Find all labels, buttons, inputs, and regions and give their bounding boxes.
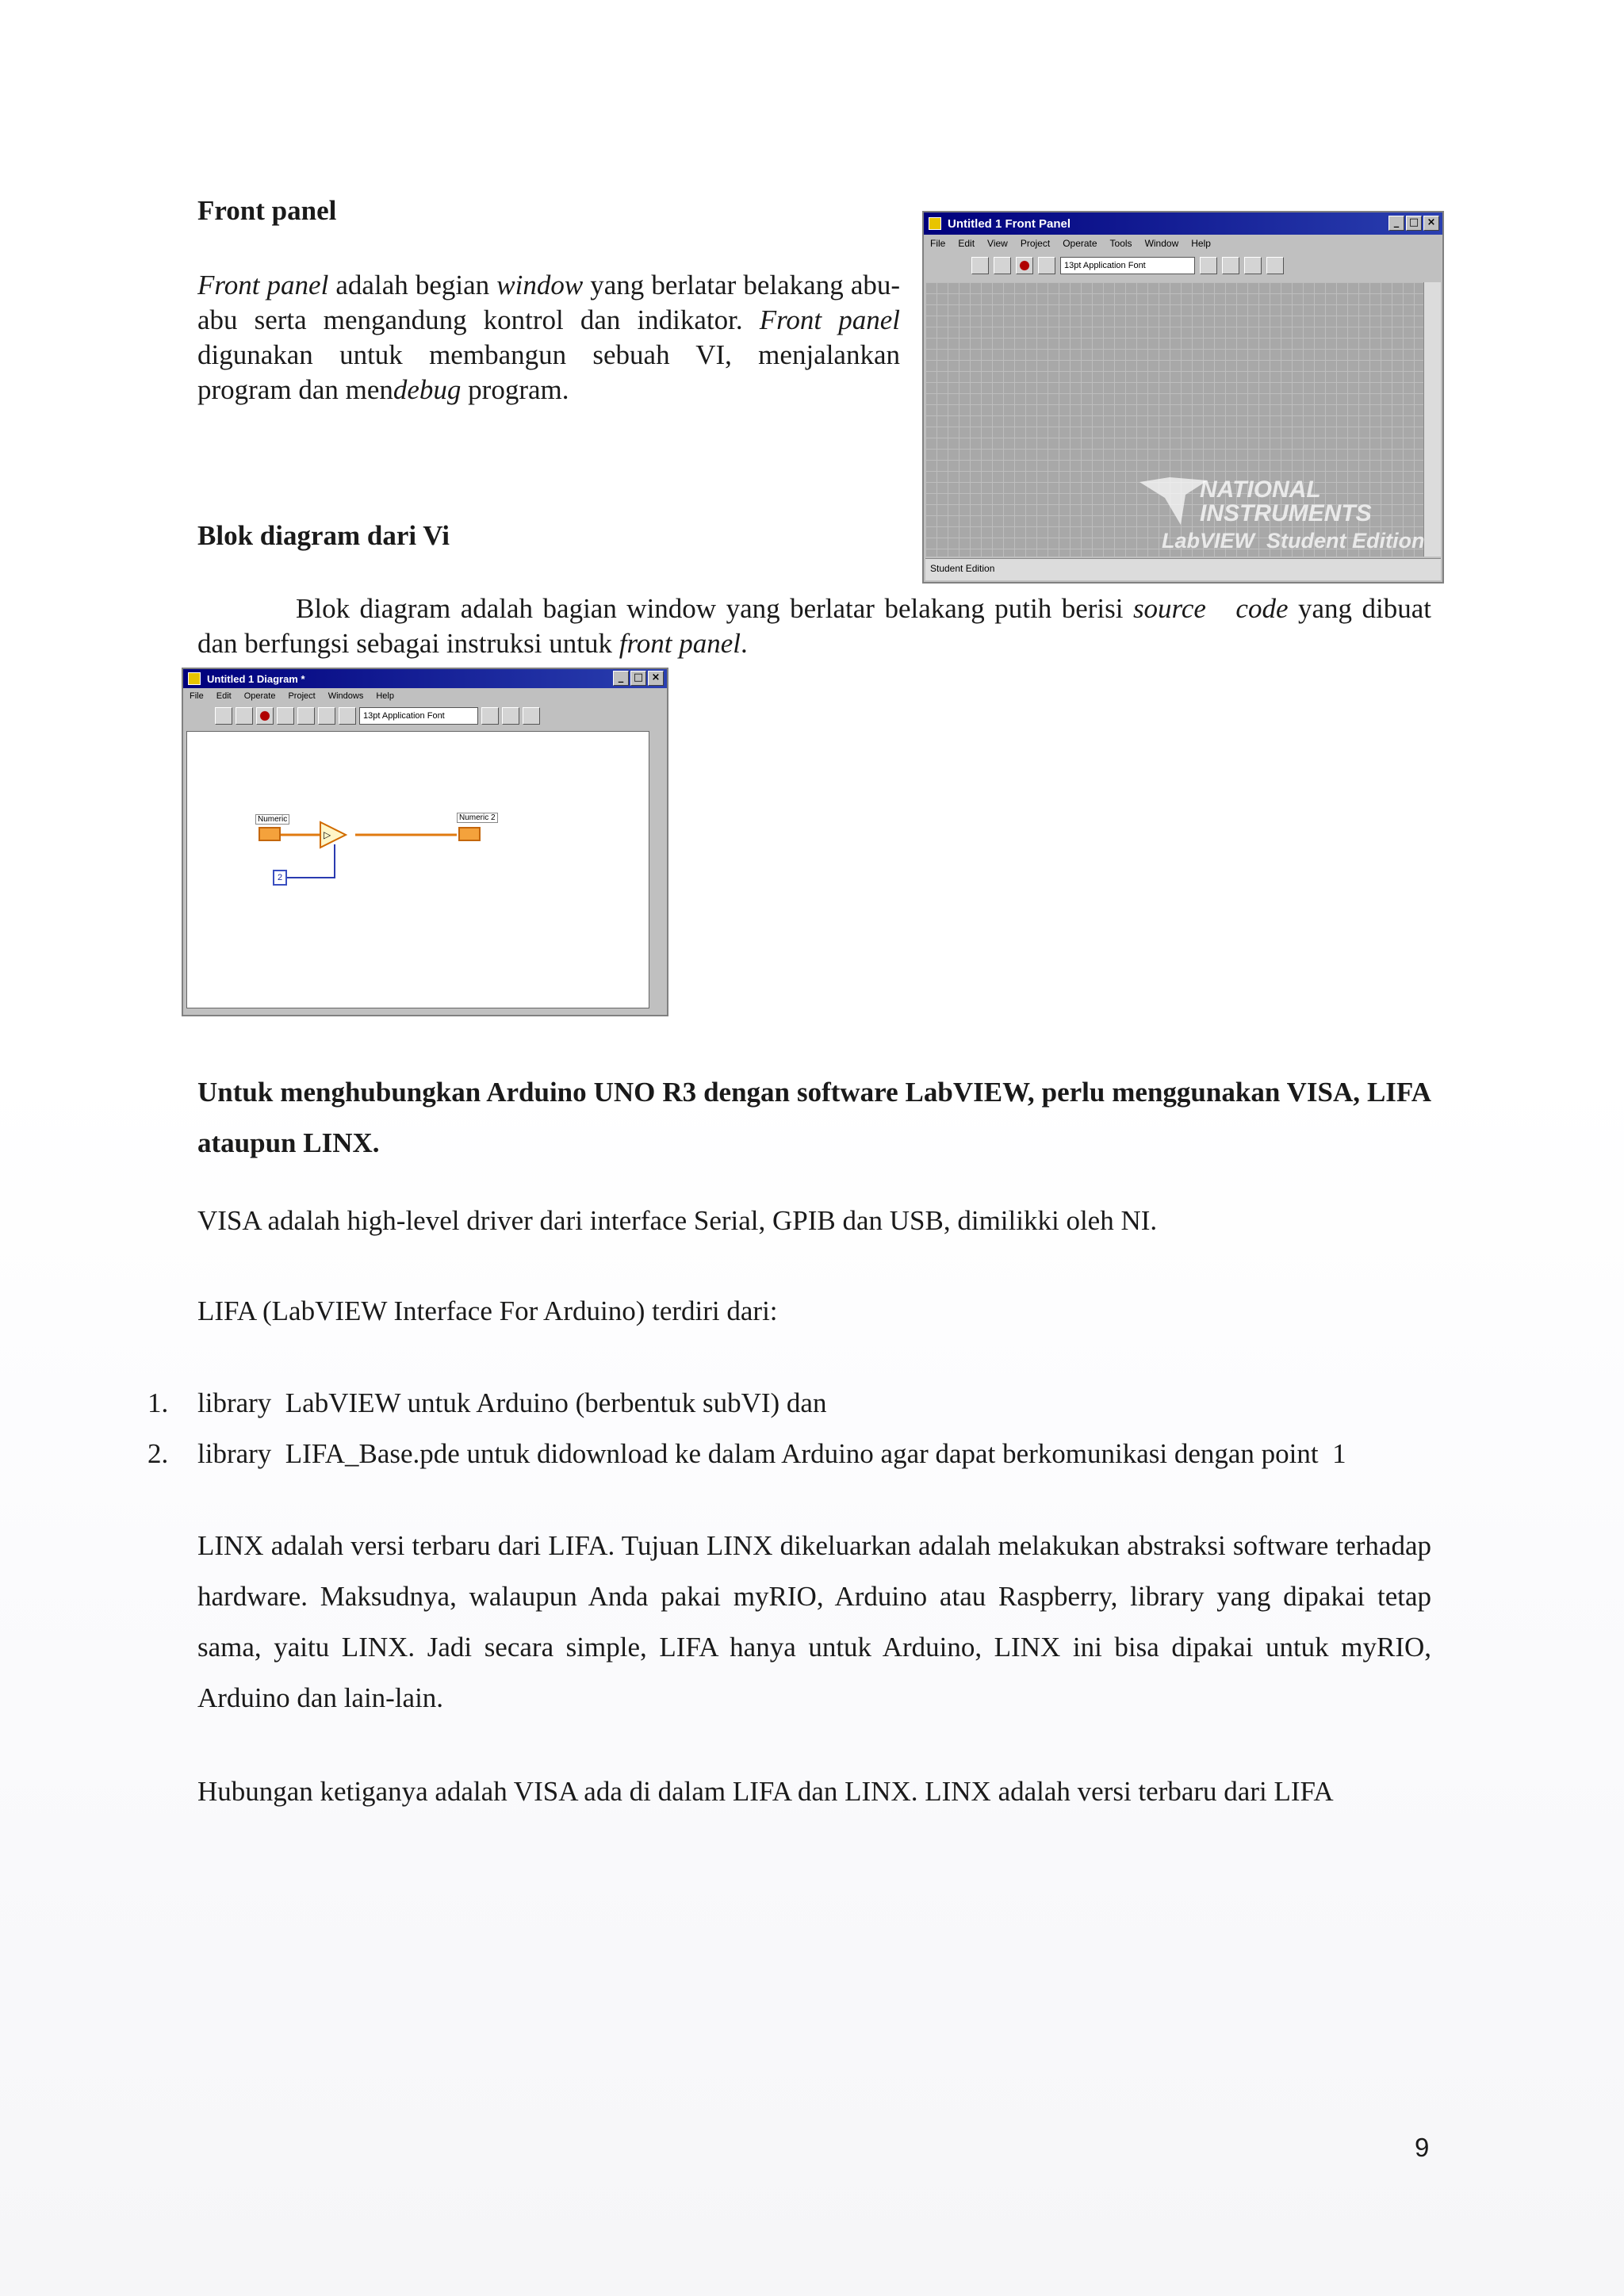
- abort-icon: [1016, 257, 1033, 274]
- step-icon: [318, 707, 335, 725]
- heading-text: Untuk menghubungkan Arduino UNO R3 dengan software LabVIEW, perlu menggunakan VISA, LIFA ataupun LINX.: [197, 1077, 1431, 1158]
- watermark-instruments: INSTRUMENTS: [1200, 500, 1372, 526]
- resize-icon: [1244, 257, 1262, 274]
- text-italic: window: [496, 270, 584, 300]
- close-icon: ×: [1423, 216, 1439, 231]
- text-italic: Front panel: [759, 304, 901, 335]
- block-diagram-window-screenshot: [182, 668, 668, 1016]
- diagram-canvas: [186, 731, 649, 1008]
- text: adalah begian: [328, 270, 497, 300]
- diagram-wires: [187, 732, 650, 1009]
- distribute-icon: [1222, 257, 1239, 274]
- maximize-icon: □: [1406, 216, 1422, 231]
- watermark-national: NATIONAL: [1200, 476, 1321, 503]
- list-item-1: library LabVIEW untuk Arduino (berbentuk subVI) dan: [197, 1387, 827, 1418]
- menu-operate: Operate: [243, 691, 276, 701]
- section-heading-front-panel: Front panel: [197, 195, 337, 226]
- run-arrow-icon: [215, 707, 232, 725]
- numeric-input-label: Numeric: [255, 814, 289, 825]
- menu-file: File: [190, 691, 204, 701]
- menu-edit: Edit: [958, 238, 975, 249]
- status-student-edition: Student Edition: [930, 563, 995, 574]
- maximize-icon: □: [630, 671, 646, 686]
- list-number-1: 1.: [147, 1387, 169, 1418]
- window-controls: [613, 671, 664, 686]
- text: yang dibuat dan berfungsi sebagai instruksi untuk: [197, 593, 1431, 659]
- diagram-toolbar: [183, 704, 667, 728]
- arduino-labview-heading-line1: [197, 1067, 1431, 1169]
- menu-project: Project: [288, 691, 316, 701]
- labview-app-icon: [188, 672, 201, 685]
- lifa-intro: LIFA (LabVIEW Interface For Arduino) terdiri dari:: [197, 1295, 778, 1326]
- front-panel-paragraph: [197, 268, 900, 408]
- list-item-2: library LIFA_Base.pde untuk didownload ke dalam Arduino agar dapat berkomunikasi dengan point 1: [197, 1438, 1346, 1469]
- reorder-icon: [523, 707, 540, 725]
- diagram-window-title: Untitled 1 Diagram *: [207, 672, 305, 685]
- numeric-control-terminal: [259, 827, 281, 841]
- text: program.: [461, 374, 569, 405]
- menu-windows: Windows: [327, 691, 364, 701]
- menu-file: File: [930, 238, 946, 249]
- menu-project: Project: [1020, 238, 1051, 249]
- front-panel-toolbar: [924, 252, 1442, 279]
- diagram-titlebar: [183, 669, 667, 688]
- ni-eagle-logo-icon: [1138, 474, 1209, 530]
- distribute-icon: [502, 707, 519, 725]
- section-heading-blok-diagram: Blok diagram dari Vi: [197, 520, 450, 551]
- numeric-indicator-terminal: [458, 827, 481, 841]
- front-panel-statusbar: [925, 558, 1441, 580]
- run-arrow-icon: [971, 257, 989, 274]
- front-panel-menubar: [924, 235, 1442, 252]
- abort-icon: [256, 707, 274, 725]
- font-selector: 13pt Application Font: [1060, 257, 1195, 274]
- window-controls: [1388, 216, 1439, 231]
- menu-operate: Operate: [1063, 238, 1097, 249]
- text-italic: debug: [393, 374, 462, 405]
- text: yang berlatar belakang abu-abu serta mengandung kontrol dan indikator.: [197, 270, 901, 335]
- visa-paragraph: VISA adalah high-level driver dari interface Serial, GPIB dan USB, dimilikki oleh NI.: [197, 1205, 1158, 1236]
- front-panel-window-screenshot: [922, 211, 1444, 584]
- front-panel-titlebar: [924, 212, 1442, 235]
- text: Blok diagram adalah bagian window yang berlatar belakang putih berisi: [296, 593, 1133, 624]
- align-icon: [1200, 257, 1217, 274]
- front-panel-window-title: Untitled 1 Front Panel: [948, 216, 1071, 231]
- text: digunakan untuk membangun sebuah VI, menjalankan program dan men: [197, 339, 900, 405]
- menu-edit: Edit: [216, 691, 232, 701]
- align-icon: [481, 707, 499, 725]
- menu-help: Help: [376, 691, 394, 701]
- page-number: 9: [1415, 2133, 1430, 2162]
- text-italic: front panel: [619, 628, 741, 659]
- menu-view: View: [987, 238, 1008, 249]
- run-continuous-icon: [236, 707, 253, 725]
- menu-help: Help: [1191, 238, 1211, 249]
- text-italic: Front panel: [197, 270, 329, 300]
- text: .: [741, 628, 748, 659]
- minimize-icon: _: [1388, 216, 1404, 231]
- step-out-icon: [339, 707, 356, 725]
- pause-icon: [1038, 257, 1055, 274]
- text-italic: source code: [1132, 593, 1289, 624]
- close-icon: ×: [648, 671, 664, 686]
- numeric-output-label: Numeric 2: [457, 813, 498, 823]
- reorder-icon: [1266, 257, 1284, 274]
- menu-window: Window: [1144, 238, 1179, 249]
- list-number-2: 2.: [147, 1438, 169, 1469]
- blok-diagram-paragraph: [197, 591, 1431, 661]
- run-continuous-icon: [994, 257, 1011, 274]
- relation-paragraph: Hubungan ketiganya adalah VISA ada di dalam LIFA dan LINX. LINX adalah versi terbaru dari LIFA: [197, 1776, 1334, 1807]
- watermark-labview-student: LabVIEW Student Edition: [1162, 529, 1425, 553]
- labview-app-icon: [929, 217, 941, 230]
- diagram-menubar: [183, 688, 667, 704]
- minimize-icon: _: [613, 671, 629, 686]
- linx-paragraph: LINX adalah versi terbaru dari LIFA. Tujuan LINX dikeluarkan adalah melakukan abstraksi software terhadap hardware. Maksudnya, walaupun Anda pakai myRIO, Arduino atau Raspberry, library yang dipakai tetap sama, yaitu LINX. Jadi secara simple, LIFA hanya untuk Arduino, LINX ini bisa dipakai untuk myRIO, Arduino dan lain-lain.: [197, 1530, 1431, 1713]
- highlight-execution-icon: [297, 707, 315, 725]
- vertical-scrollbar: [1423, 282, 1441, 557]
- numeric-constant: 2: [273, 870, 287, 886]
- pause-icon: [277, 707, 294, 725]
- font-selector: 13pt Application Font: [359, 707, 478, 725]
- svg-text:▷: ▷: [324, 829, 331, 840]
- menu-tools: Tools: [1109, 238, 1132, 249]
